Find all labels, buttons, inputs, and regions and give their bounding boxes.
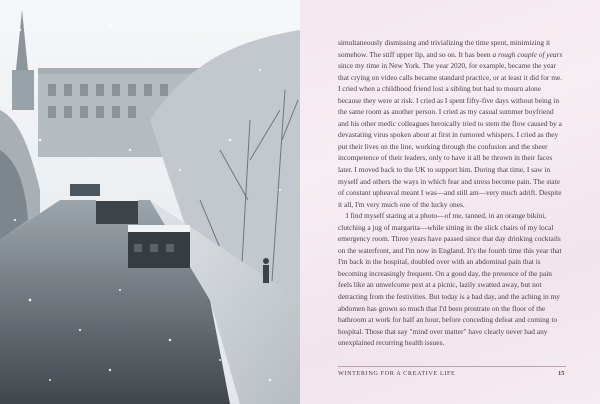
running-head: WINTERING FOR A CREATIVE LIFE: [338, 370, 456, 377]
paragraph-1: [338, 37, 566, 210]
paragraph-1-start: simultaneously dismissing and trivializing the time spent, minimizing it somehow. The stiff upper lip, and so on. It has been: [338, 38, 551, 59]
page-number: 15: [558, 370, 565, 377]
paragraph-2: I find myself staring at a photo—of me, tanned, in an orange bikini, clutching a jug of margarita—while sitting in the slick chairs of my local emergency room. Three years have passed since that day drinking cocktails on the waterfront, and I'm now in England. It's the fourth time this year that I'm back in the hospital, doubled over with an abdominal pain that is becoming increasingly frequent. On a good day, the presence of the pain feels like an unwelcome pest at a picnic, lazily swatted away, but not detracting from the festivities. But today is a bad day, and the aching in my abdomen has grown so much that I'd been prostrate on the floor of the bathroom at work for half an hour, before conceding defeat and coming to hospital. Those that say "mind over matter" have clearly never had any unexplained recurring health issues.: [338, 211, 562, 348]
footer-rule: [338, 366, 566, 367]
paragraph-1-end: since my time in New York. The year 2020, for example, became the year that crying on video calls became standard practice, or at least it did for me. I cried when a childhood friend lost a sibling but had to mourn alone because they were at risk. I cried as I spent fifty-five days without being in the same room as another person. I cried as my casual summer boyfriend and his other medic colleagues heroically tried to stem the flow caused by a devastating virus spoken about at first in rumored whispers. I cried as they put their lives on the line, working through the confusion and the sheer incompetence of their leaders, only to have it all be thrown in their faces later. I moved back to the UK to support him. During that time, I saw in myself and others the ways in which fear and stress become pain. The state of constant upheaval meant I was—and still am—very much adrift. Despite it all, I'm very much one of the lucky ones.: [338, 61, 563, 209]
paragraph-1-italic: a rough couple of years: [492, 49, 563, 59]
text-page: [300, 0, 600, 404]
body-text: [338, 37, 566, 349]
